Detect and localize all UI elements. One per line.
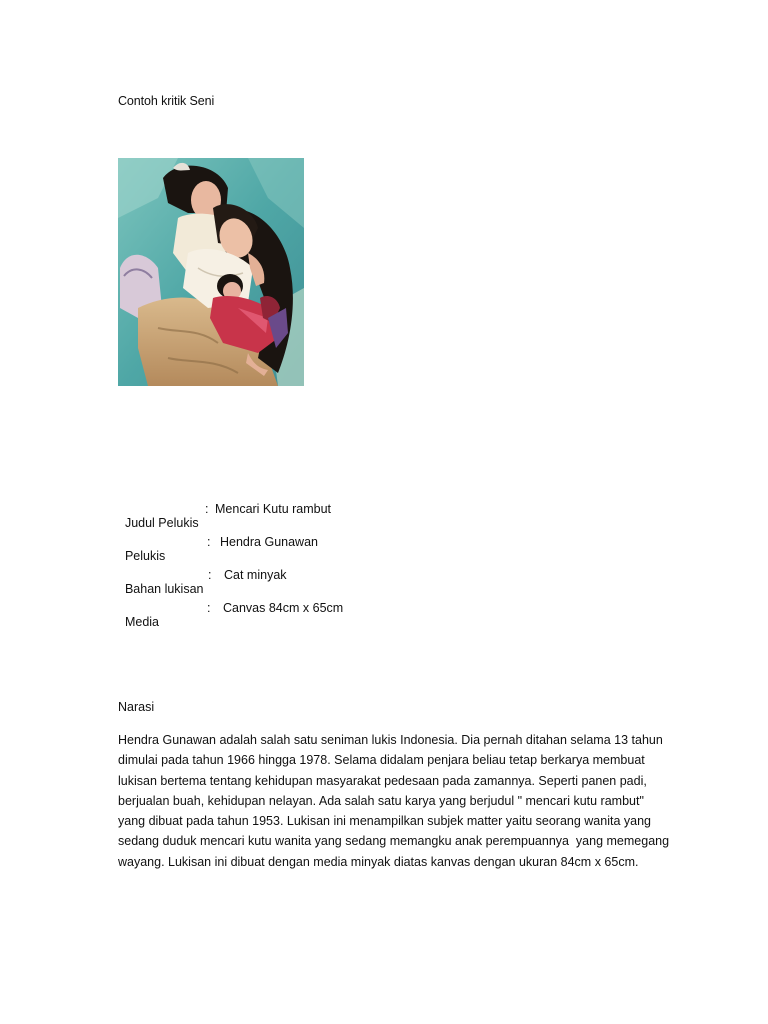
narrative-line: wayang. Lukisan ini dibuat dengan media minyak diatas kanvas dengan ukuran 84cm x 65cm. bbox=[118, 854, 639, 869]
info-label: Judul Pelukis bbox=[124, 516, 199, 530]
narrative-line: Hendra Gunawan adalah salah satu seniman lukis Indonesia. Dia pernah ditahan selama 13 tahun bbox=[118, 733, 663, 747]
info-row-media bbox=[118, 601, 344, 657]
info-label: Bahan lukisan bbox=[124, 582, 204, 596]
narrative-line: sedang duduk mencari kutu wanita yang sedang memangku anak perempuannya yang memegang bbox=[118, 834, 670, 849]
info-label: Pelukis bbox=[124, 549, 166, 563]
info-separator: : bbox=[208, 568, 212, 582]
narrative-line: berjualan buah, kehidupan nelayan. Ada salah satu karya yang berjudul " mencari kutu rambut" bbox=[118, 793, 644, 808]
info-separator: : bbox=[207, 601, 211, 615]
narrative-line: yang dibuat pada tahun 1953. Lukisan ini menampilkan subjek matter yaitu seorang wanita yang bbox=[118, 814, 651, 829]
narrative-line: dimulai pada tahun 1966 hingga 1978. Selama didalam penjara beliau tetap berkarya membuat bbox=[118, 753, 645, 768]
painting-image bbox=[118, 158, 304, 386]
info-value: Hendra Gunawan bbox=[220, 535, 318, 549]
info-value: Cat minyak bbox=[224, 568, 287, 582]
info-value: Mencari Kutu rambut bbox=[215, 502, 332, 516]
narrative-line: lukisan bertema tentang kehidupan masyarakat pedesaan pada zamannya. Seperti panen padi, bbox=[118, 773, 647, 788]
info-label: Media bbox=[124, 615, 159, 629]
info-separator: : bbox=[207, 535, 211, 549]
document-title: Contoh kritik Seni bbox=[118, 94, 215, 108]
info-value: Canvas 84cm x 65cm bbox=[223, 601, 344, 615]
info-separator: : bbox=[205, 502, 209, 516]
narrative-paragraph bbox=[118, 730, 678, 872]
narrative-heading: Narasi bbox=[118, 700, 155, 714]
